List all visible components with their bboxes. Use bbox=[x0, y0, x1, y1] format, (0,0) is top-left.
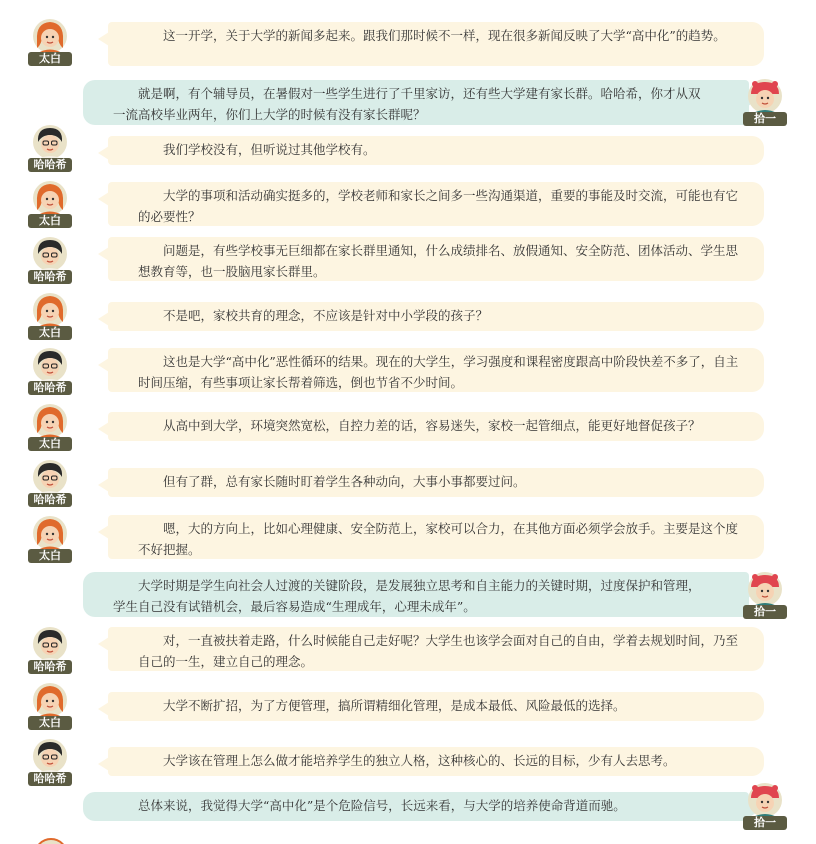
message-bubble: 对，一直被扶着走路，什么时候能自己走好呢？大学生也该学会面对自己的自由，学着去规划时间，乃至自己的一生，建立自己的理念。 bbox=[108, 627, 764, 671]
avatar-icon bbox=[743, 571, 787, 607]
taibai-avatar bbox=[28, 180, 72, 228]
message-bubble: 嗯，大的方向上，比如心理健康、安全防范上，家校可以合力，在其他方面必须学会放手。主要是这个度不好把握。 bbox=[108, 515, 764, 559]
message-bubble: 大学时期是学生向社会人过渡的关键阶段，是发展独立思考和自主能力的关键时期，过度保护和管理，学生自己没有试错机会，最后容易造成“生理成年，心理未成年”。 bbox=[83, 572, 749, 617]
taibai-avatar bbox=[28, 292, 72, 340]
speaker-name: 哈哈希 bbox=[28, 772, 72, 786]
speaker-name: 哈哈希 bbox=[28, 660, 72, 674]
speaker-name: 拾一 bbox=[743, 816, 787, 830]
avatar-icon bbox=[28, 682, 72, 718]
speaker-name: 太白 bbox=[28, 214, 72, 228]
message-bubble: 问题是，有些学校事无巨细都在家长群里通知，什么成绩排名、放假通知、安全防范、团体活动、学生思想教育等，也一股脑甩家长群里。 bbox=[108, 237, 764, 281]
avatar-icon bbox=[28, 292, 72, 328]
speaker-name: 太白 bbox=[28, 549, 72, 563]
message-bubble: 这也是大学“高中化”恶性循环的结果。现在的大学生，学习强度和课程密度跟高中阶段快差不多了，自主时间压缩，有些事项让家长帮着筛选，倒也节省不少时间。 bbox=[108, 348, 764, 392]
hahaxi-avatar bbox=[28, 236, 72, 284]
taibai-avatar bbox=[28, 403, 72, 451]
avatar-icon bbox=[28, 626, 72, 662]
speaker-name: 太白 bbox=[28, 52, 72, 66]
message-bubble: 从高中到大学，环境突然宽松，自控力差的话，容易迷失，家校一起管细点，能更好地督促孩子？ bbox=[108, 412, 764, 441]
speaker-name: 太白 bbox=[28, 716, 72, 730]
speaker-name: 太白 bbox=[28, 326, 72, 340]
hahaxi-avatar bbox=[28, 124, 72, 172]
shiyi-avatar bbox=[743, 571, 787, 619]
taibai-avatar bbox=[28, 682, 72, 730]
message-bubble: 大学不断扩招，为了方便管理，搞所谓精细化管理，是成本最低、风险最低的选择。 bbox=[108, 692, 764, 721]
taibai-avatar bbox=[28, 18, 72, 66]
avatar-icon bbox=[28, 515, 72, 551]
speaker-name: 拾一 bbox=[743, 605, 787, 619]
taibai-avatar bbox=[28, 515, 72, 563]
message-bubble: 我们学校没有，但听说过其他学校有。 bbox=[108, 136, 764, 165]
avatar-icon bbox=[28, 403, 72, 439]
avatar-icon bbox=[743, 78, 787, 114]
partial-avatar bbox=[34, 838, 68, 844]
hahaxi-avatar bbox=[28, 738, 72, 786]
speaker-name: 拾一 bbox=[743, 112, 787, 126]
message-bubble: 大学该在管理上怎么做才能培养学生的独立人格，这种核心的、长远的目标，少有人去思考。 bbox=[108, 747, 764, 776]
avatar-icon bbox=[28, 738, 72, 774]
speaker-name: 哈哈希 bbox=[28, 270, 72, 284]
message-bubble: 这一开学，关于大学的新闻多起来。跟我们那时候不一样，现在很多新闻反映了大学“高中化”的趋势。 bbox=[108, 22, 764, 66]
hahaxi-avatar bbox=[28, 347, 72, 395]
message-bubble: 就是啊，有个辅导员，在暑假对一些学生进行了千里家访，还有些大学建有家长群。哈哈希，你才从双一流高校毕业两年，你们上大学的时候有没有家长群呢？ bbox=[83, 80, 749, 125]
hahaxi-avatar bbox=[28, 626, 72, 674]
avatar-icon bbox=[28, 236, 72, 272]
speaker-name: 哈哈希 bbox=[28, 381, 72, 395]
message-bubble: 但有了群，总有家长随时盯着学生各种动向，大事小事都要过问。 bbox=[108, 468, 764, 497]
message-bubble: 不是吧，家校共育的理念，不应该是针对中小学段的孩子？ bbox=[108, 302, 764, 331]
avatar-icon bbox=[28, 18, 72, 54]
avatar-icon bbox=[28, 180, 72, 216]
message-bubble: 大学的事项和活动确实挺多的，学校老师和家长之间多一些沟通渠道，重要的事能及时交流，可能也有它的必要性？ bbox=[108, 182, 764, 226]
shiyi-avatar bbox=[743, 78, 787, 126]
avatar-icon bbox=[28, 124, 72, 160]
shiyi-avatar bbox=[743, 782, 787, 830]
avatar-icon bbox=[743, 782, 787, 818]
avatar-icon bbox=[28, 459, 72, 495]
speaker-name: 哈哈希 bbox=[28, 158, 72, 172]
speaker-name: 哈哈希 bbox=[28, 493, 72, 507]
speaker-name: 太白 bbox=[28, 437, 72, 451]
message-bubble: 总体来说，我觉得大学“高中化”是个危险信号，长远来看，与大学的培养使命背道而驰。 bbox=[83, 792, 749, 821]
hahaxi-avatar bbox=[28, 459, 72, 507]
avatar-icon bbox=[28, 347, 72, 383]
